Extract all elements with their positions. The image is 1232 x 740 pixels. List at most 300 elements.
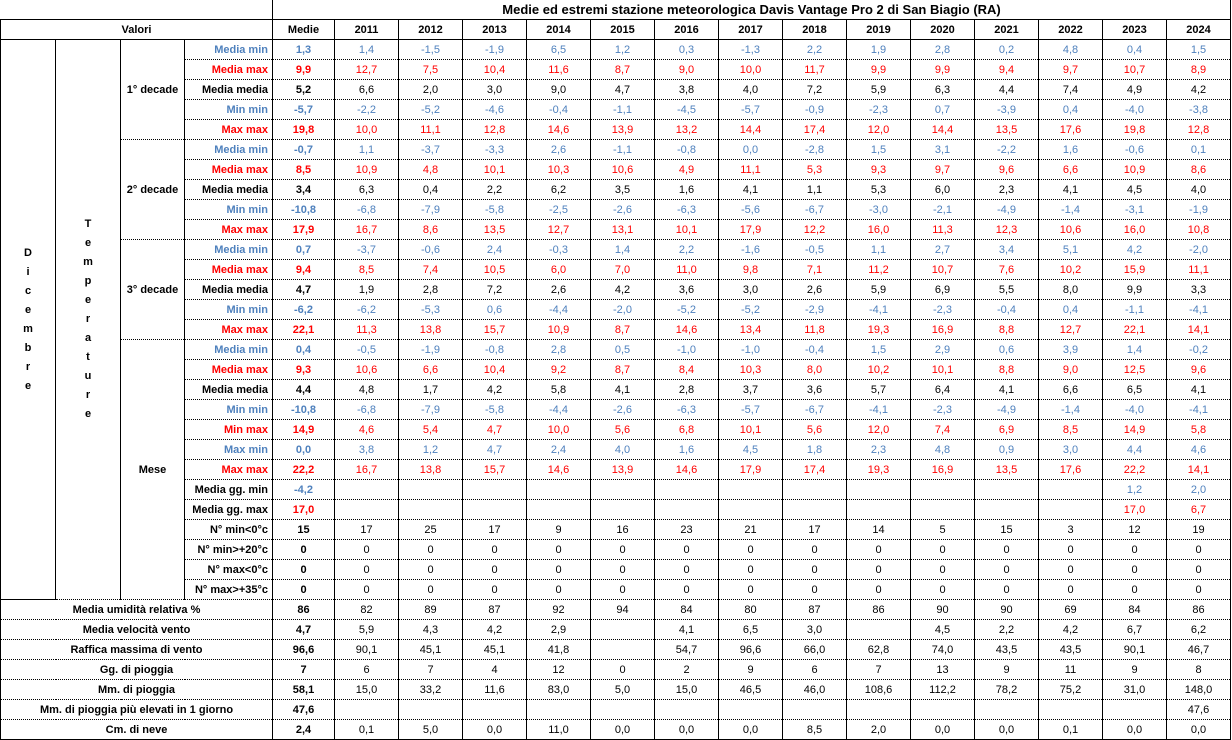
value-cell xyxy=(783,500,847,520)
value-cell: 14,6 xyxy=(655,460,719,480)
value-cell: -6,2 xyxy=(335,300,399,320)
value-cell: 10,4 xyxy=(463,60,527,80)
value-cell: 10,8 xyxy=(1167,220,1231,240)
value-cell: 13,5 xyxy=(463,220,527,240)
value-cell: -4,6 xyxy=(463,100,527,120)
table-row xyxy=(1,300,1231,320)
row-label: Max max xyxy=(185,460,273,480)
table-row xyxy=(1,380,1231,400)
section-label: Mese xyxy=(121,340,185,600)
value-cell: 14,6 xyxy=(527,120,591,140)
value-cell: 1,2 xyxy=(1103,480,1167,500)
row-label: Media min xyxy=(185,40,273,60)
media-value: 96,6 xyxy=(273,640,335,660)
value-cell xyxy=(399,700,463,720)
table-row xyxy=(1,580,1231,600)
value-cell: 31,0 xyxy=(1103,680,1167,700)
value-cell: -1,9 xyxy=(399,340,463,360)
value-cell: 4,8 xyxy=(399,160,463,180)
value-cell: 12,0 xyxy=(847,420,911,440)
value-cell: 74,0 xyxy=(911,640,975,660)
table-row xyxy=(1,560,1231,580)
table-row xyxy=(1,460,1231,480)
value-cell: 0,3 xyxy=(655,40,719,60)
value-cell: 9,7 xyxy=(911,160,975,180)
value-cell: 17,6 xyxy=(1039,460,1103,480)
table-row xyxy=(1,320,1231,340)
value-cell: 2,8 xyxy=(527,340,591,360)
value-cell: 0,0 xyxy=(1103,720,1167,740)
year-header: 2014 xyxy=(527,20,591,40)
value-cell: 10,9 xyxy=(335,160,399,180)
value-cell: 0 xyxy=(1167,540,1231,560)
value-cell: 0,0 xyxy=(655,720,719,740)
media-value: -0,7 xyxy=(273,140,335,160)
value-cell: 5,9 xyxy=(847,80,911,100)
value-cell: 4,2 xyxy=(1103,240,1167,260)
value-cell: 80 xyxy=(719,600,783,620)
table-row xyxy=(1,120,1231,140)
value-cell: -2,1 xyxy=(911,200,975,220)
value-cell: 75,2 xyxy=(1039,680,1103,700)
value-cell: 4,3 xyxy=(399,620,463,640)
row-label: Media media xyxy=(185,280,273,300)
value-cell: 5,9 xyxy=(847,280,911,300)
value-cell xyxy=(591,620,655,640)
value-cell: 4,7 xyxy=(463,440,527,460)
value-cell: 5,1 xyxy=(1039,240,1103,260)
media-value: -6,2 xyxy=(273,300,335,320)
value-cell: 19,3 xyxy=(847,320,911,340)
value-cell: 8,8 xyxy=(975,360,1039,380)
value-cell: -4,1 xyxy=(1167,400,1231,420)
value-cell: 4,2 xyxy=(1167,80,1231,100)
year-header: 2011 xyxy=(335,20,399,40)
value-cell: 9,3 xyxy=(847,160,911,180)
value-cell: 13,5 xyxy=(975,460,1039,480)
value-cell: 1,1 xyxy=(783,180,847,200)
value-cell: 14,6 xyxy=(655,320,719,340)
section-label: 2° decade xyxy=(121,140,185,240)
value-cell: 11,2 xyxy=(847,260,911,280)
value-cell xyxy=(527,700,591,720)
value-cell: 0 xyxy=(1103,540,1167,560)
value-cell: -6,3 xyxy=(655,400,719,420)
value-cell: 90 xyxy=(911,600,975,620)
value-cell: 2,4 xyxy=(527,440,591,460)
value-cell: 4,5 xyxy=(911,620,975,640)
media-value: 0 xyxy=(273,540,335,560)
value-cell: -1,6 xyxy=(719,240,783,260)
value-cell: -0,8 xyxy=(463,340,527,360)
value-cell: -5,2 xyxy=(655,300,719,320)
value-cell: 3 xyxy=(1039,520,1103,540)
value-cell: -1,0 xyxy=(655,340,719,360)
value-cell: 4,2 xyxy=(463,620,527,640)
value-cell: 25 xyxy=(399,520,463,540)
row-label: Mm. di pioggia xyxy=(1,680,273,700)
value-cell: 9,9 xyxy=(847,60,911,80)
header-row xyxy=(1,20,1231,40)
value-cell: 0 xyxy=(975,540,1039,560)
value-cell: 11,7 xyxy=(783,60,847,80)
table-row xyxy=(1,220,1231,240)
value-cell: 4,0 xyxy=(719,80,783,100)
value-cell: 10,7 xyxy=(1103,60,1167,80)
value-cell: 21 xyxy=(719,520,783,540)
value-cell: 3,4 xyxy=(975,240,1039,260)
month-label-text: D i c e m b r e xyxy=(23,246,33,392)
row-label: Media media xyxy=(185,80,273,100)
value-cell: 12,7 xyxy=(527,220,591,240)
table-row xyxy=(1,280,1231,300)
year-header: 2023 xyxy=(1103,20,1167,40)
row-label: Media max xyxy=(185,360,273,380)
media-value: 58,1 xyxy=(273,680,335,700)
value-cell: 2,2 xyxy=(783,40,847,60)
value-cell: 10,4 xyxy=(463,360,527,380)
value-cell: 2,2 xyxy=(655,240,719,260)
value-cell xyxy=(527,480,591,500)
value-cell: 0 xyxy=(1039,580,1103,600)
value-cell: 11,8 xyxy=(783,320,847,340)
year-header: 2015 xyxy=(591,20,655,40)
year-header: 2012 xyxy=(399,20,463,40)
value-cell: 0 xyxy=(399,540,463,560)
value-cell: 22,1 xyxy=(1103,320,1167,340)
value-cell: 0 xyxy=(1039,560,1103,580)
row-label: Media min xyxy=(185,140,273,160)
value-cell: 43,5 xyxy=(1039,640,1103,660)
value-cell: 2,6 xyxy=(783,280,847,300)
value-cell: 96,6 xyxy=(719,640,783,660)
year-header: 2017 xyxy=(719,20,783,40)
media-value: 15 xyxy=(273,520,335,540)
value-cell: 9,9 xyxy=(911,60,975,80)
value-cell: 0 xyxy=(1103,580,1167,600)
value-cell: -5,2 xyxy=(719,300,783,320)
value-cell: -1,3 xyxy=(719,40,783,60)
row-label: Min max xyxy=(185,420,273,440)
value-cell: 0 xyxy=(783,580,847,600)
value-cell: -2,3 xyxy=(911,300,975,320)
value-cell: -0,4 xyxy=(527,100,591,120)
value-cell: 0 xyxy=(527,580,591,600)
value-cell: 12,8 xyxy=(1167,120,1231,140)
value-cell: 0 xyxy=(463,580,527,600)
value-cell: 92 xyxy=(527,600,591,620)
value-cell: 0,0 xyxy=(975,720,1039,740)
value-cell: 0,0 xyxy=(591,720,655,740)
value-cell: 5,5 xyxy=(975,280,1039,300)
value-cell: 0 xyxy=(719,580,783,600)
value-cell: 1,5 xyxy=(1167,40,1231,60)
value-cell: 14,9 xyxy=(1103,420,1167,440)
row-label: Media min xyxy=(185,340,273,360)
value-cell: 13,9 xyxy=(591,460,655,480)
media-value: 9,9 xyxy=(273,60,335,80)
value-cell: 9,0 xyxy=(527,80,591,100)
group-label xyxy=(56,40,121,600)
table-row xyxy=(1,80,1231,100)
value-cell: 3,3 xyxy=(1167,280,1231,300)
value-cell: 6,4 xyxy=(911,380,975,400)
year-header: 2016 xyxy=(655,20,719,40)
value-cell: 9 xyxy=(719,660,783,680)
value-cell: -0,9 xyxy=(783,100,847,120)
value-cell: 1,5 xyxy=(847,340,911,360)
table-row xyxy=(1,40,1231,60)
row-label: Min min xyxy=(185,200,273,220)
value-cell: 17,4 xyxy=(783,460,847,480)
value-cell: 7,6 xyxy=(975,260,1039,280)
value-cell: 10,9 xyxy=(1103,160,1167,180)
value-cell: 6,6 xyxy=(399,360,463,380)
table-row xyxy=(1,640,1231,660)
value-cell: 4,7 xyxy=(591,80,655,100)
value-cell: 45,1 xyxy=(399,640,463,660)
media-value: 86 xyxy=(273,600,335,620)
value-cell: 1,2 xyxy=(399,440,463,460)
value-cell xyxy=(591,500,655,520)
value-cell: 13,2 xyxy=(655,120,719,140)
value-cell xyxy=(975,700,1039,720)
value-cell: -0,6 xyxy=(1103,140,1167,160)
value-cell: 0 xyxy=(1039,540,1103,560)
value-cell: 8,8 xyxy=(975,320,1039,340)
value-cell: 0 xyxy=(847,580,911,600)
value-cell: 6,3 xyxy=(335,180,399,200)
value-cell: 12,3 xyxy=(975,220,1039,240)
value-cell: 2,2 xyxy=(463,180,527,200)
value-cell: 16,0 xyxy=(847,220,911,240)
value-cell: 90,1 xyxy=(1103,640,1167,660)
value-cell: 0,4 xyxy=(1103,40,1167,60)
value-cell: 0,0 xyxy=(1167,720,1231,740)
media-value: 7 xyxy=(273,660,335,680)
value-cell: 17 xyxy=(335,520,399,540)
value-cell: 10,0 xyxy=(335,120,399,140)
media-value: 0 xyxy=(273,580,335,600)
value-cell: 12,5 xyxy=(1103,360,1167,380)
table-row xyxy=(1,340,1231,360)
value-cell: -4,5 xyxy=(655,100,719,120)
value-cell: -2,0 xyxy=(591,300,655,320)
value-cell: 148,0 xyxy=(1167,680,1231,700)
value-cell: -3,0 xyxy=(847,200,911,220)
row-label: Media max xyxy=(185,60,273,80)
value-cell: 4,2 xyxy=(591,280,655,300)
row-label: Max min xyxy=(185,440,273,460)
table-title: Medie ed estremi stazione meteorologica Davis Vantage Pro 2 di San Biagio (RA) xyxy=(273,0,1231,20)
value-cell: 11,0 xyxy=(527,720,591,740)
value-cell: -0,4 xyxy=(975,300,1039,320)
value-cell: 0 xyxy=(527,540,591,560)
value-cell: 9,8 xyxy=(719,260,783,280)
value-cell: 0,6 xyxy=(975,340,1039,360)
value-cell: 5,0 xyxy=(399,720,463,740)
value-cell: 14 xyxy=(847,520,911,540)
value-cell: 0,0 xyxy=(463,720,527,740)
value-cell xyxy=(463,500,527,520)
value-cell: 2 xyxy=(655,660,719,680)
value-cell: 8,5 xyxy=(783,720,847,740)
value-cell: 17 xyxy=(463,520,527,540)
year-header: 2024 xyxy=(1167,20,1231,40)
value-cell: 0 xyxy=(1167,580,1231,600)
value-cell: -4,0 xyxy=(1103,100,1167,120)
value-cell: 8,5 xyxy=(1039,420,1103,440)
value-cell: 0,6 xyxy=(463,300,527,320)
value-cell: 46,0 xyxy=(783,680,847,700)
title-spacer xyxy=(1,0,273,20)
value-cell: 5,9 xyxy=(335,620,399,640)
value-cell: 7 xyxy=(399,660,463,680)
table-row xyxy=(1,480,1231,500)
value-cell: 7,2 xyxy=(783,80,847,100)
value-cell: 0,0 xyxy=(911,720,975,740)
value-cell: 0,1 xyxy=(1167,140,1231,160)
value-cell: 8,5 xyxy=(335,260,399,280)
value-cell: 0 xyxy=(463,540,527,560)
media-value: -4,2 xyxy=(273,480,335,500)
value-cell: 90,1 xyxy=(335,640,399,660)
value-cell: -2,3 xyxy=(847,100,911,120)
value-cell: 6,9 xyxy=(975,420,1039,440)
value-cell: 13,8 xyxy=(399,460,463,480)
value-cell xyxy=(1103,700,1167,720)
value-cell: 1,5 xyxy=(847,140,911,160)
table-row xyxy=(1,660,1231,680)
value-cell: 0 xyxy=(911,580,975,600)
value-cell: 1,2 xyxy=(591,40,655,60)
value-cell: 108,6 xyxy=(847,680,911,700)
media-value: 0,0 xyxy=(273,440,335,460)
value-cell: 8,0 xyxy=(783,360,847,380)
value-cell: 0 xyxy=(655,580,719,600)
value-cell: 10,5 xyxy=(463,260,527,280)
value-cell: 0 xyxy=(399,580,463,600)
media-value: -10,8 xyxy=(273,400,335,420)
year-header: 2018 xyxy=(783,20,847,40)
medie-header: Medie xyxy=(273,20,335,40)
value-cell xyxy=(847,700,911,720)
value-cell: 12,8 xyxy=(463,120,527,140)
value-cell: 10,3 xyxy=(527,160,591,180)
value-cell: -3,7 xyxy=(335,240,399,260)
value-cell: 3,1 xyxy=(911,140,975,160)
value-cell: 1,4 xyxy=(591,240,655,260)
table-row xyxy=(1,700,1231,720)
value-cell xyxy=(591,480,655,500)
value-cell: -1,1 xyxy=(591,140,655,160)
media-value: 4,4 xyxy=(273,380,335,400)
media-value: -5,7 xyxy=(273,100,335,120)
value-cell: 9,2 xyxy=(527,360,591,380)
value-cell: 8,6 xyxy=(399,220,463,240)
year-header: 2019 xyxy=(847,20,911,40)
value-cell: 1,8 xyxy=(783,440,847,460)
value-cell: 10,9 xyxy=(527,320,591,340)
value-cell: 10,7 xyxy=(911,260,975,280)
media-value: 22,2 xyxy=(273,460,335,480)
value-cell: 0,4 xyxy=(1039,100,1103,120)
value-cell: 17,6 xyxy=(1039,120,1103,140)
value-cell: 3,9 xyxy=(1039,340,1103,360)
value-cell: 9,9 xyxy=(1103,280,1167,300)
value-cell: -2,8 xyxy=(783,140,847,160)
value-cell: -0,4 xyxy=(783,340,847,360)
media-value: 22,1 xyxy=(273,320,335,340)
value-cell: -6,8 xyxy=(335,200,399,220)
value-cell: 0 xyxy=(975,580,1039,600)
value-cell: -6,3 xyxy=(655,200,719,220)
value-cell: -2,2 xyxy=(975,140,1039,160)
value-cell: -5,2 xyxy=(399,100,463,120)
value-cell: -4,1 xyxy=(1167,300,1231,320)
value-cell xyxy=(463,700,527,720)
media-value: 5,2 xyxy=(273,80,335,100)
value-cell: 15 xyxy=(975,520,1039,540)
value-cell xyxy=(1039,480,1103,500)
value-cell: 112,2 xyxy=(911,680,975,700)
value-cell: -6,8 xyxy=(335,400,399,420)
media-value: 4,7 xyxy=(273,620,335,640)
row-label: Media umidità relativa % xyxy=(1,600,273,620)
value-cell: -7,9 xyxy=(399,400,463,420)
value-cell: -1,1 xyxy=(591,100,655,120)
value-cell: 10,1 xyxy=(463,160,527,180)
row-label: N° max<0°c xyxy=(185,560,273,580)
value-cell: 4,8 xyxy=(335,380,399,400)
value-cell: 1,1 xyxy=(335,140,399,160)
value-cell: 3,6 xyxy=(655,280,719,300)
row-label: Media min xyxy=(185,240,273,260)
row-label: Media gg. min xyxy=(185,480,273,500)
value-cell: 0,1 xyxy=(1039,720,1103,740)
value-cell: 0,4 xyxy=(1039,300,1103,320)
value-cell: 4,1 xyxy=(719,180,783,200)
value-cell: 6,5 xyxy=(719,620,783,640)
value-cell: 1,6 xyxy=(1039,140,1103,160)
value-cell: 6,0 xyxy=(527,260,591,280)
value-cell: 0 xyxy=(527,560,591,580)
value-cell xyxy=(335,480,399,500)
value-cell: 0,1 xyxy=(335,720,399,740)
value-cell: 9,0 xyxy=(655,60,719,80)
value-cell: 4,1 xyxy=(591,380,655,400)
table-row xyxy=(1,720,1231,740)
media-value: 0,4 xyxy=(273,340,335,360)
value-cell: 15,0 xyxy=(655,680,719,700)
value-cell: 8,4 xyxy=(655,360,719,380)
value-cell: 5,3 xyxy=(847,180,911,200)
value-cell: 4,1 xyxy=(655,620,719,640)
row-label: N° max>+35°c xyxy=(185,580,273,600)
media-value: 14,9 xyxy=(273,420,335,440)
value-cell: 17,9 xyxy=(719,220,783,240)
value-cell xyxy=(1039,700,1103,720)
value-cell: 19,3 xyxy=(847,460,911,480)
value-cell: 90 xyxy=(975,600,1039,620)
value-cell xyxy=(719,500,783,520)
value-cell: -4,9 xyxy=(975,200,1039,220)
value-cell: 0 xyxy=(911,540,975,560)
month-label xyxy=(1,40,56,600)
value-cell: 6,3 xyxy=(911,80,975,100)
value-cell: 3,0 xyxy=(1039,440,1103,460)
value-cell: 12,7 xyxy=(1039,320,1103,340)
